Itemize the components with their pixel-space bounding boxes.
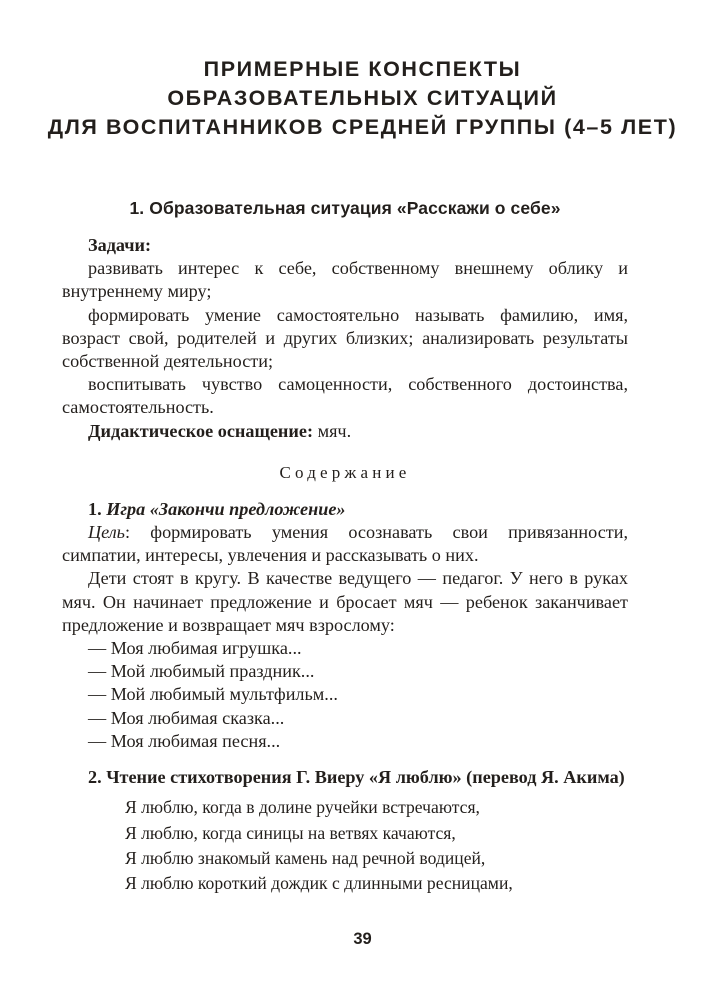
page-number: 39 (353, 930, 372, 948)
poem-line: Я люблю знакомый камень над речной водицей, (125, 848, 486, 869)
activity-1-title (62, 498, 628, 521)
list-item: — Моя любимая песня... (88, 730, 281, 751)
activity-1-description: Дети стоят в кругу. В качестве ведущего — педагог. У него в руках мяч. Он начинает предложение и бросает мяч — ребенок заканчивает предложение и возвращает мяч взрослому: (62, 568, 628, 635)
poem-line: Я люблю короткий дождик с длинными ресницами, (125, 873, 513, 894)
list-item: — Мой любимый мультфильм... (88, 684, 338, 705)
document-title-line-3: ДЛЯ ВОСПИТАННИКОВ СРЕДНЕЙ ГРУППЫ (4–5 ЛЕТ) (47, 115, 678, 139)
prompt-list (62, 637, 628, 753)
spacer (62, 753, 628, 766)
document-title-line-1: ПРИМЕРНЫЕ КОНСПЕКТЫ (203, 57, 522, 81)
activity-1-goal (62, 521, 628, 567)
activity-1-number: 1. (88, 498, 102, 519)
activity-1-name: Игра «Закончи предложение» (106, 498, 346, 519)
task-item-2: формировать умение самостоятельно называть фамилию, имя, возраст свой, родителей и других близких; анализировать результаты собственной деятельности; (62, 304, 628, 372)
goal-label: Цель (88, 522, 125, 543)
list-item: — Моя любимая сказка... (88, 707, 285, 728)
list-item: — Моя любимая игрушка... (88, 638, 302, 659)
document-title (0, 55, 725, 142)
list-item: — Мой любимый праздник... (88, 661, 315, 682)
task-item-1: развивать интерес к себе, собственному внешнему облику и внутреннему миру; (62, 258, 628, 302)
equipment-label: Дидактическое оснащение: (88, 420, 314, 441)
body-column (62, 196, 628, 897)
content-heading: Содержание (279, 462, 411, 482)
equipment-line (62, 420, 628, 443)
activity-2-heading: 2. Чтение стихотворения Г. Виеру «Я люблю» (перевод Я. Акима) (88, 767, 625, 788)
poem-block (62, 795, 628, 897)
poem-line: Я люблю, когда синицы на ветвях качаются, (125, 822, 456, 843)
task-item-3: воспитывать чувство самоценности, собственного достоинства, самостоятельность. (62, 374, 628, 418)
tasks-label: Задачи: (88, 235, 152, 255)
equipment-value: мяч. (317, 420, 352, 441)
poem-line: Я люблю, когда в долине ручейки встречаются, (125, 797, 480, 818)
goal-text: : формировать умения осознавать свои привязанности, симпатии, интересы, увлечения и рассказывать о них. (62, 522, 628, 566)
section-heading: 1. Образовательная ситуация «Расскажи о себе» (129, 198, 561, 218)
document-title-line-2: ОБРАЗОВАТЕЛЬНЫХ СИТУАЦИЙ (167, 86, 558, 110)
